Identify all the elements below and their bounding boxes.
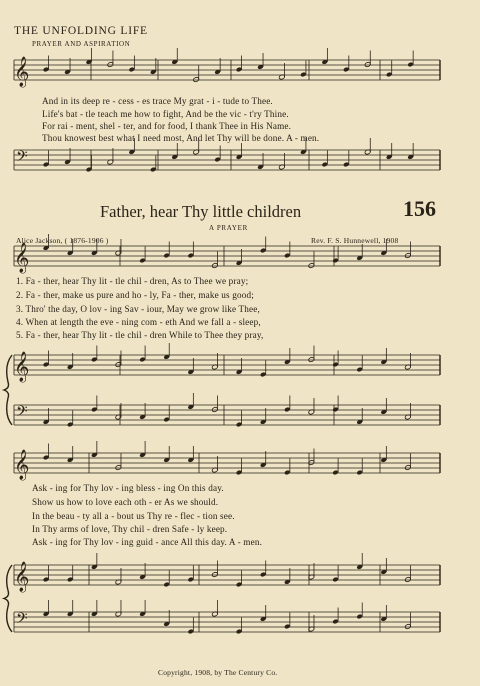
note-head — [405, 624, 412, 630]
section-subtitle: PRAYER AND ASPIRATION — [32, 40, 131, 48]
note-head — [308, 357, 315, 363]
note-head — [405, 465, 412, 471]
top-lyric-line-1: And in its deep re - cess - es trace My grat - i - tude to Thee. — [42, 96, 273, 106]
top-lyric-line-4: Thou knowest best what I need most, And let Thy will be done. A - men. — [42, 133, 320, 143]
author-credit: Alice Jackson, ( 1876-1906 ) — [16, 236, 109, 245]
note-head — [212, 407, 219, 413]
section-title: THE UNFOLDING LIFE — [14, 25, 148, 37]
top-lyric-line-2: Life's bat - tle teach me how to fight, And be the vic - t'ry Thine. — [42, 109, 289, 119]
note-head — [115, 465, 122, 471]
hymn-subtitle: A PRAYER — [209, 224, 248, 232]
note-head — [405, 577, 412, 583]
copyright-notice: Copyright, 1908, by The Century Co. — [158, 668, 278, 677]
treble-clef-icon: 𝄞 — [14, 352, 30, 382]
note-head — [308, 263, 315, 269]
brace-icon — [4, 565, 12, 632]
note-head — [212, 263, 219, 269]
treble-clef-icon: 𝄞 — [14, 57, 30, 87]
verse-5-line-1: 5. Fa - ther, hear Thy lit - tle chil - dren While to Thee they pray, — [16, 330, 264, 340]
composer-credit: Rev. F. S. Hunnewell, 1908 — [311, 236, 399, 245]
verse-4-line-1: 4. When at length the eve - ning com - eth And we fall a - sleep, — [16, 317, 261, 327]
verse-2-line-2: Show us how to love each oth - er As we should. — [32, 497, 219, 507]
verse-1-line-2: Ask - ing for Thy lov - ing bless - ing On this day. — [32, 483, 224, 493]
bass-clef-icon: 𝄢 — [16, 148, 28, 169]
treble-clef-icon: 𝄞 — [14, 562, 30, 592]
note-head — [212, 572, 219, 578]
verse-5-line-2: Ask - ing for Thy lov - ing guid - ance All this day. A - men. — [32, 537, 263, 547]
verse-3-line-2: In the beau - ty all a - bout us Thy re - flec - tion see. — [32, 511, 235, 521]
verse-2-line-1: 2. Fa - ther, make us pure and ho - ly, Fa - ther, make us good; — [16, 290, 254, 300]
brace-icon — [4, 355, 12, 425]
bass-clef-icon: 𝄢 — [16, 610, 28, 631]
hymn-title: Father, hear Thy little children — [100, 202, 302, 221]
treble-clef-icon: 𝄞 — [14, 243, 30, 273]
bass-clef-icon: 𝄢 — [16, 403, 28, 424]
note-head — [115, 362, 122, 368]
verse-4-line-2: In Thy arms of love, Thy chil - dren Safe - ly keep. — [32, 524, 228, 534]
hymn-number: 156 — [403, 196, 436, 221]
note-head — [405, 253, 412, 259]
verse-3-line-1: 3. Thro' the day, O lov - ing Sav - iour, May we grow like Thee, — [16, 304, 260, 314]
treble-clef-icon: 𝄞 — [14, 450, 30, 480]
note-head — [364, 62, 371, 68]
note-head — [193, 77, 200, 83]
verse-1-line-1: 1. Fa - ther, hear Thy lit - tle chil - dren, As to Thee we pray; — [16, 276, 249, 286]
top-lyric-line-3: For rai - ment, shel - ter, and for food, I thank Thee in His Name. — [42, 121, 292, 131]
note-head — [107, 62, 114, 68]
